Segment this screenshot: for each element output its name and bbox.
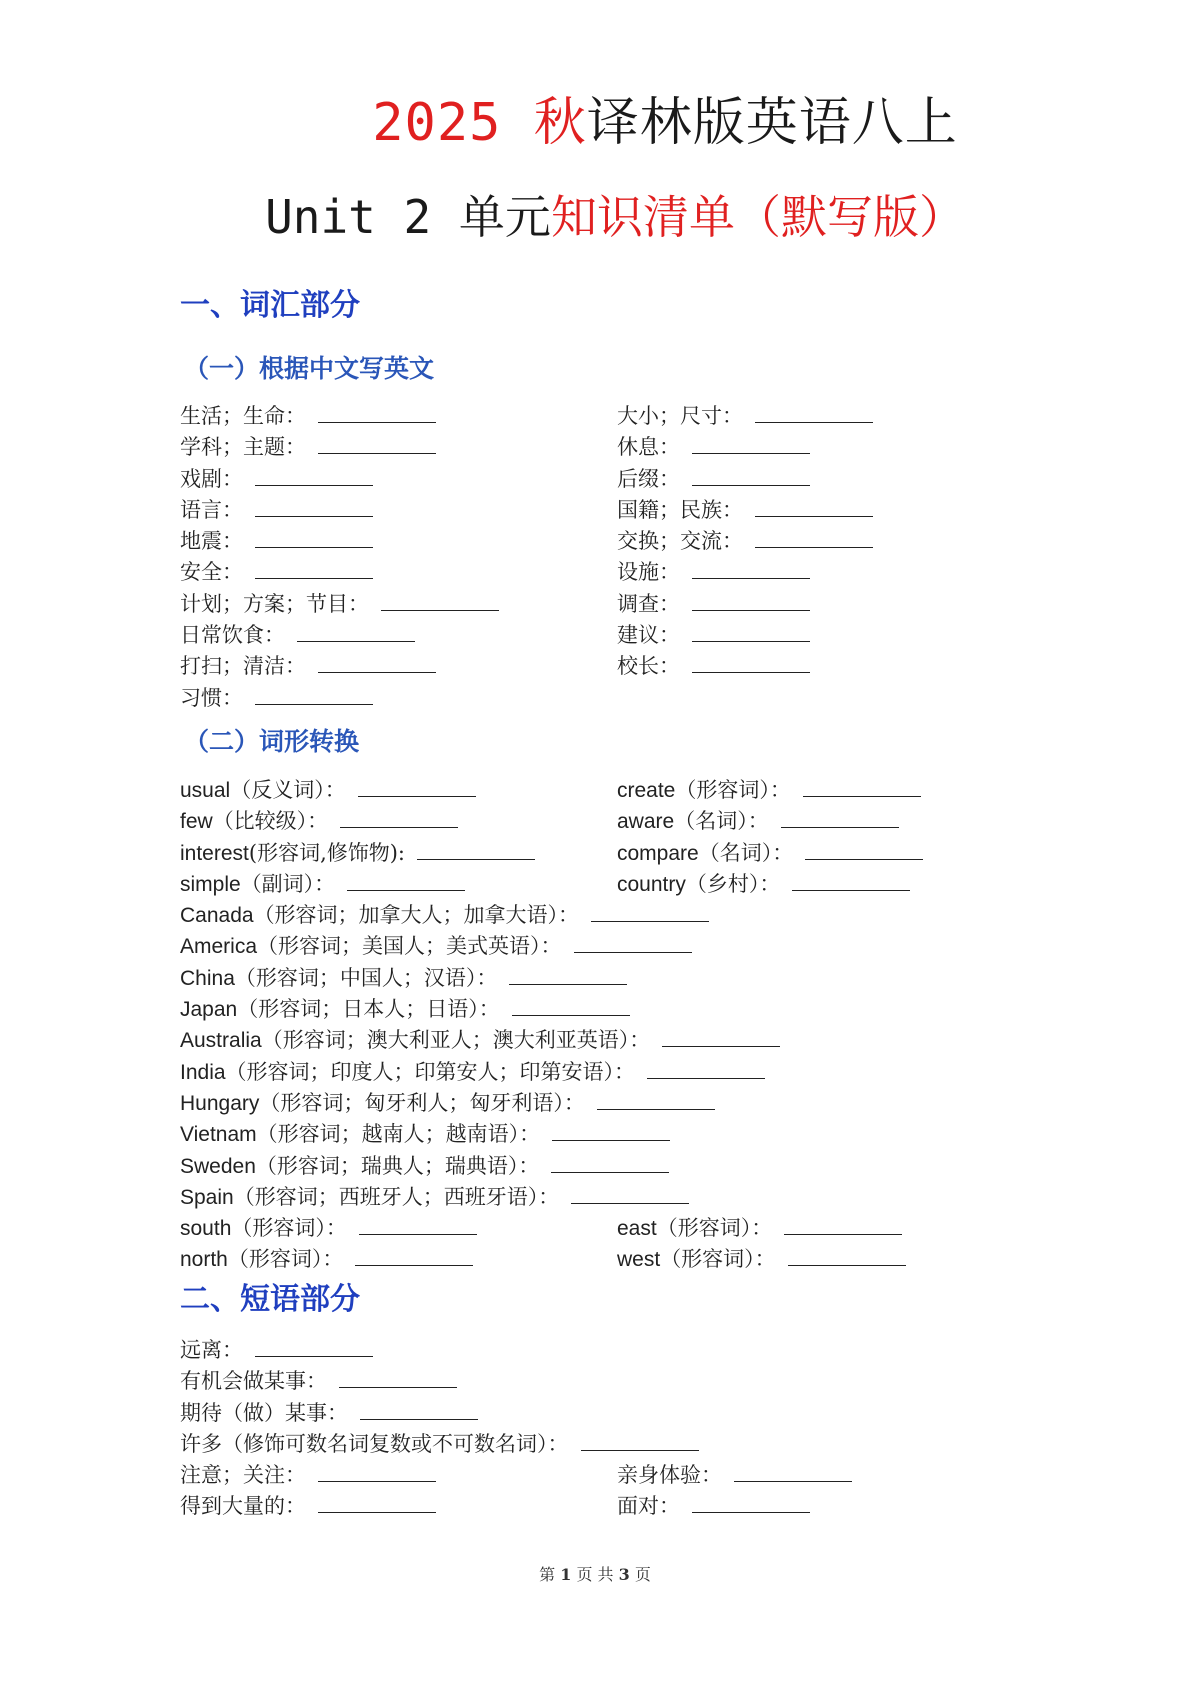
answer-blank[interactable] [781,805,899,828]
answer-blank[interactable] [255,682,373,705]
answer-blank[interactable] [662,1024,780,1047]
subtitle-checklist: 知识清单（默写版） [550,190,965,244]
answer-blank[interactable] [360,1397,478,1420]
answer-blank[interactable] [318,1490,436,1513]
answer-blank[interactable] [297,619,415,642]
subsection-cn-to-en-heading: （一）根据中文写英文 [184,354,435,383]
word-form-item [180,1024,780,1056]
word-form-instruction: （形容词；日本人；日语）： [237,997,500,1022]
word-form-word: Spain [180,1185,234,1209]
phrase-prompt: 许多（修饰可数名词复数或不可数名词）： [180,1431,569,1456]
vocab-item [180,556,373,587]
vocab-item [617,431,810,462]
vocab-row [0,650,1190,681]
vocab-prompt: 计划；方案；节目： [180,591,369,616]
vocab-row [0,525,1190,556]
word-form-item [180,930,692,962]
word-form-instruction: （名词）： [674,809,769,834]
answer-blank[interactable] [339,1365,457,1388]
answer-blank[interactable] [509,962,627,985]
answer-blank[interactable] [788,1243,906,1266]
vocab-prompt: 后缀： [617,466,680,491]
phrase-prompt: 得到大量的： [180,1494,306,1519]
word-form-item [180,774,476,806]
cn-to-en-list [0,400,1190,713]
phrase-item [180,1490,436,1521]
answer-blank[interactable] [318,400,436,423]
word-form-instruction: （形容词；越南人；越南语）： [256,1122,541,1147]
word-form-item [617,1243,906,1275]
answer-blank[interactable] [417,837,535,860]
word-form-instruction: （形容词；匈牙利人；匈牙利语）： [259,1090,585,1115]
title-textbook: 译林版英语八上 [586,93,958,153]
word-form-item [617,1212,902,1244]
word-form-instruction: (形容词,修饰物): [248,840,406,865]
vocab-row [0,588,1190,619]
word-form-word: China [180,966,235,990]
answer-blank[interactable] [692,588,810,611]
vocab-prompt: 大小；尺寸： [617,404,743,428]
vocab-prompt: 戏剧： [180,466,243,491]
vocab-item [617,525,873,556]
word-form-row [0,1243,1190,1274]
section-phrases-heading: 二、短语部分 [180,1282,360,1317]
answer-blank[interactable] [647,1056,765,1079]
vocab-item [617,494,873,525]
answer-blank[interactable] [597,1087,715,1110]
answer-blank[interactable] [552,1118,670,1141]
vocab-item [180,463,373,494]
word-form-item [617,837,923,869]
word-form-item [180,1118,670,1150]
vocab-prompt: 交换；交流： [617,529,743,554]
word-form-item [180,993,630,1025]
phrase-prompt: 亲身体验： [617,1463,722,1488]
vocab-item [180,650,436,681]
vocab-prompt: 生活；生命： [180,404,306,428]
subsection-word-forms-heading: （二）词形转换 [184,727,360,756]
answer-blank[interactable] [591,899,709,922]
answer-blank[interactable] [574,930,692,953]
vocab-prompt: 语言： [180,497,243,522]
answer-blank[interactable] [803,774,921,797]
word-form-instruction: （形容词）： [231,1216,347,1241]
word-form-item [617,868,910,900]
subtitle-unit: Unit 2 单元 [265,190,551,244]
answer-blank[interactable] [255,463,373,486]
answer-blank[interactable] [255,556,373,579]
answer-blank[interactable] [692,556,810,579]
word-form-row [0,837,1190,868]
vocab-prompt: 打扫；清洁： [180,654,306,679]
word-form-word: east [617,1217,657,1241]
word-form-item [180,1243,473,1275]
answer-blank[interactable] [755,494,873,517]
vocab-item [617,463,810,494]
word-form-word: Hungary [180,1091,260,1115]
word-form-word: Vietnam [180,1123,257,1147]
vocab-item [180,525,373,556]
phrase-row [0,1334,1190,1365]
vocab-row [0,494,1190,525]
vocab-prompt: 校长： [617,654,680,679]
footer-total-pages: 3 [618,1565,630,1584]
vocab-prompt: 习惯： [180,685,243,710]
vocab-item [617,556,810,587]
word-form-word: aware [617,810,675,834]
word-form-row [0,962,1190,993]
footer-page-number: 1 [560,1565,572,1584]
word-form-row [0,1087,1190,1118]
word-form-row [0,1056,1190,1087]
word-form-item [617,774,921,806]
vocab-prompt: 安全： [180,560,243,585]
word-form-item [180,805,458,837]
answer-blank[interactable] [755,400,873,423]
answer-blank[interactable] [805,837,923,860]
answer-blank[interactable] [359,1212,477,1235]
phrases-list [0,1334,1190,1522]
phrase-prompt: 注意；关注： [180,1463,306,1488]
answer-blank[interactable] [692,650,810,673]
word-form-row [0,993,1190,1024]
word-form-word: west [617,1248,661,1272]
phrase-prompt: 面对： [617,1494,680,1519]
word-form-row [0,1150,1190,1181]
answer-blank[interactable] [551,1150,669,1173]
answer-blank[interactable] [318,650,436,673]
word-form-row [0,774,1190,805]
footer-text-1: 第 [539,1565,556,1584]
phrase-item [180,1428,699,1459]
word-form-item [180,1150,669,1182]
vocab-prompt: 调查： [617,591,680,616]
vocab-item [180,431,436,462]
answer-blank[interactable] [692,463,810,486]
word-form-row [0,899,1190,930]
footer-text-3: 页 [634,1565,651,1584]
answer-blank[interactable] [755,525,873,548]
word-form-instruction: （反义词）： [230,778,346,802]
vocab-item [617,650,810,681]
vocab-prompt: 地震： [180,529,243,554]
answer-blank[interactable] [692,431,810,454]
word-form-instruction: （副词）： [240,871,336,896]
phrase-item [617,1459,852,1490]
vocab-prompt: 学科；主题： [180,435,306,460]
phrase-row [0,1397,1190,1428]
vocab-item [617,619,810,650]
word-form-word: compare [617,841,699,865]
word-form-instruction: （名词）： [698,840,794,865]
word-form-row [0,868,1190,899]
word-form-instruction: （形容词）： [660,1247,776,1272]
word-form-instruction: （形容词）： [656,1216,773,1241]
answer-blank[interactable] [318,1459,436,1482]
answer-blank[interactable] [581,1428,699,1451]
answer-blank[interactable] [358,774,476,797]
document-title [0,88,1190,158]
word-form-instruction: （形容词；美国人；美式英语）： [257,934,562,959]
word-form-word: country [617,872,686,896]
phrase-prompt: 期待（做）某事： [180,1400,348,1425]
vocab-item [180,619,415,650]
phrase-row [0,1365,1190,1396]
word-form-instruction: （形容词；澳大利亚人；澳大利亚英语）： [261,1028,651,1053]
answer-blank[interactable] [381,588,499,611]
answer-blank[interactable] [347,868,465,891]
answer-blank[interactable] [571,1181,689,1204]
vocab-prompt: 建议： [617,623,680,648]
vocab-row [0,556,1190,587]
vocab-item [617,588,810,619]
word-form-instruction: （比较级）： [212,809,329,834]
answer-blank[interactable] [692,619,810,642]
answer-blank[interactable] [255,1334,373,1357]
phrase-item [180,1459,436,1490]
footer-text-2: 页 共 [576,1565,614,1584]
word-form-word: south [180,1217,232,1241]
word-form-item [180,837,535,869]
word-form-item [180,1212,477,1244]
answer-blank[interactable] [512,993,630,1016]
word-form-item [180,899,709,931]
word-form-item [180,962,627,994]
word-form-word: simple [180,872,241,896]
page-footer [0,1562,1190,1585]
word-form-row [0,1181,1190,1212]
word-form-word: few [180,810,213,834]
vocab-row [0,682,1190,713]
word-form-instruction: （形容词；西班牙人；西班牙语）： [233,1184,560,1209]
phrase-prompt: 有机会做某事： [180,1369,327,1394]
answer-blank[interactable] [355,1243,473,1266]
word-form-instruction: （形容词）： [675,778,791,802]
word-form-instruction: （形容词；中国人；汉语）： [234,965,498,990]
word-forms-list [0,774,1190,1275]
word-form-word: Sweden [180,1154,256,1178]
vocab-row [0,431,1190,462]
vocab-item [180,400,436,431]
word-form-row [0,1212,1190,1243]
vocab-prompt: 休息： [617,435,680,460]
answer-blank[interactable] [734,1459,852,1482]
word-form-word: interest [180,841,249,865]
word-form-item [180,1181,689,1213]
answer-blank[interactable] [792,868,910,891]
word-form-row [0,1118,1190,1149]
answer-blank[interactable] [255,494,373,517]
word-form-word: north [180,1248,228,1272]
word-form-item [180,1087,715,1119]
word-form-item [180,1056,765,1088]
word-form-instruction: （形容词；加拿大人；加拿大语）： [253,903,580,928]
word-form-item [617,805,899,837]
word-form-item [180,868,465,900]
vocab-prompt: 国籍；民族： [617,497,743,522]
vocab-item [617,400,873,431]
answer-blank[interactable] [255,525,373,548]
answer-blank[interactable] [318,431,436,454]
word-form-word: usual [180,779,231,802]
phrase-row [0,1459,1190,1490]
vocab-row [0,400,1190,431]
vocab-item [180,494,373,525]
document-subtitle [0,186,1190,248]
vocab-prompt: 设施： [617,560,680,585]
vocab-row [0,619,1190,650]
phrase-row [0,1428,1190,1459]
section-vocabulary-heading: 一、词汇部分 [180,288,360,323]
word-form-instruction: （形容词；印度人；印第安人；印第安语）： [225,1059,636,1084]
vocab-item [180,588,499,619]
answer-blank[interactable] [784,1212,902,1235]
word-form-word: create [617,779,676,802]
vocab-prompt: 日常饮食： [180,623,285,648]
phrase-item [180,1365,457,1396]
phrase-item [180,1397,478,1428]
word-form-instruction: （形容词）： [227,1247,344,1272]
word-form-word: India [180,1060,226,1084]
word-form-word: Japan [180,998,238,1022]
answer-blank[interactable] [340,805,458,828]
word-form-row [0,930,1190,961]
word-form-word: America [180,935,258,959]
word-form-instruction: （乡村）： [685,871,781,896]
vocab-item [180,682,373,713]
word-form-row [0,1024,1190,1055]
vocab-row [0,463,1190,494]
title-year-season: 2025 秋 [372,93,587,153]
word-form-row [0,805,1190,836]
phrase-item [180,1334,373,1365]
phrase-row [0,1490,1190,1521]
word-form-instruction: （形容词；瑞典人；瑞典语）： [255,1153,540,1178]
answer-blank[interactable] [692,1490,810,1513]
phrase-item [617,1490,810,1521]
word-form-word: Australia [180,1029,262,1053]
phrase-prompt: 远离： [180,1338,243,1362]
word-form-word: Canada [180,904,254,928]
